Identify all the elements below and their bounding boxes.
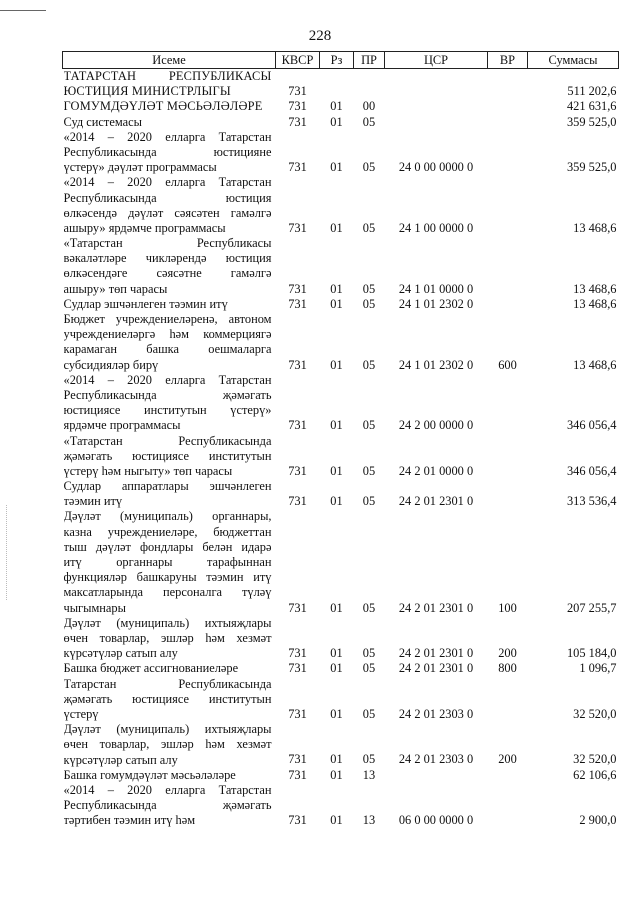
row-rz: 01	[330, 600, 343, 615]
row-name-line: функцияләр башкаруны тәэмин итү	[63, 570, 272, 585]
row-name	[63, 509, 276, 615]
table-row	[63, 373, 619, 434]
row-rz: 01	[330, 661, 343, 676]
row-name	[63, 783, 276, 829]
row-vr: 600	[498, 357, 517, 372]
budget-table	[62, 51, 619, 828]
row-name-line: Республикасында җәмәгать	[63, 798, 272, 813]
row-name-line: ГОМУМДӘҮЛӘТ МӘСЬӘЛӘЛӘРЕ	[63, 99, 263, 114]
row-name-line: ЮСТИЦИЯ МИНИСТРЛЫГЫ	[63, 84, 231, 99]
row-sum: 346 056,4	[566, 463, 617, 478]
row-pr: 13	[362, 813, 376, 828]
row-name-line: өлкәсендә дәүләт сәясәтен гамәлгә	[63, 205, 272, 220]
row-sum: 511 202,6	[567, 84, 617, 99]
row-sum: 346 056,4	[566, 418, 617, 433]
header-vr: ВР	[488, 52, 528, 69]
row-name-line: тәртибен тәэмин итү һәм	[63, 813, 196, 828]
row-name-line: Республикасында юстиция	[63, 190, 272, 205]
row-rz: 01	[330, 646, 343, 661]
row-name-line: ТАТАРСТАН РЕСПУБЛИКАСЫ	[63, 69, 272, 83]
row-rz: 01	[330, 281, 343, 296]
row-csr	[385, 99, 488, 114]
row-csr	[385, 768, 488, 783]
row-name-line: тыш дәүләт фондлары белән идарә	[63, 539, 272, 554]
row-sum: 207 255,7	[566, 600, 617, 615]
row-pr: 05	[362, 463, 376, 478]
row-name-line: ярдәмче программасы	[63, 418, 181, 433]
row-pr: 05	[362, 418, 376, 433]
row-name-line: карамаган башка оешмаларга	[63, 342, 272, 357]
row-name	[63, 434, 276, 480]
row-sum: 359 525,0	[566, 160, 617, 175]
row-vr	[488, 297, 528, 312]
row-name-line: казна учреждениеләре, бюджеттан	[63, 524, 272, 539]
row-rz	[320, 69, 354, 100]
row-name-line: Республикасында җәмәгать	[63, 387, 272, 402]
row-vr	[488, 69, 528, 100]
row-kbsr: 731	[288, 281, 307, 296]
row-name-line: итү органнары тарафыннан	[63, 555, 272, 570]
row-name-line: «2014 – 2020 елларга Татарстан	[63, 782, 272, 797]
row-csr: 24 2 01 0000 0	[398, 463, 474, 478]
row-name-line: Татарстан Республикасында	[63, 676, 272, 691]
row-csr	[385, 69, 488, 100]
row-vr	[488, 236, 528, 297]
row-rz: 01	[330, 160, 343, 175]
header-sum: Суммасы	[528, 52, 619, 69]
row-name	[63, 130, 276, 176]
table-row	[63, 297, 619, 312]
row-csr: 24 2 00 0000 0	[398, 418, 474, 433]
row-name-line: Дәүләт (муниципаль) ихтыяҗлары	[63, 615, 272, 630]
row-csr: 24 1 01 0000 0	[398, 281, 474, 296]
row-vr	[488, 373, 528, 434]
row-pr: 05	[362, 494, 376, 509]
row-vr	[488, 99, 528, 114]
row-rz: 01	[330, 767, 343, 782]
row-name-line: өчен товарлар, эшләр һәм хезмәт	[63, 630, 272, 645]
row-name-line: Дәүләт (муниципаль) ихтыяҗлары	[63, 722, 272, 737]
table-row	[63, 616, 619, 662]
table-row	[63, 661, 619, 676]
row-kbsr: 731	[288, 706, 307, 721]
row-name	[63, 99, 276, 114]
row-csr: 24 2 01 2301 0	[398, 494, 474, 509]
row-sum: 62 106,6	[573, 767, 617, 782]
row-vr: 800	[498, 661, 517, 676]
row-name	[63, 722, 276, 768]
row-sum: 421 631,6	[566, 99, 617, 114]
row-kbsr: 731	[288, 220, 307, 235]
header-pr: ПР	[354, 52, 385, 69]
row-name-line: өчен товарлар, эшләр һәм хезмәт	[63, 737, 272, 752]
row-vr	[488, 783, 528, 829]
row-pr: 13	[362, 767, 376, 782]
row-name	[63, 236, 276, 297]
row-csr: 24 2 01 2301 0	[398, 646, 474, 661]
row-name-line: үстерү» дәүләт программасы	[63, 160, 217, 175]
row-kbsr: 731	[288, 600, 307, 615]
row-vr	[488, 479, 528, 509]
row-name-line: үстерү һәм ныгыту» төп чарасы	[63, 463, 233, 478]
table-row	[63, 99, 619, 114]
row-csr: 24 1 01 2302 0	[398, 357, 474, 372]
row-name-line: субсидияләр бирү	[63, 357, 159, 372]
row-sum: 313 536,4	[566, 494, 617, 509]
row-csr: 06 0 00 0000 0	[398, 813, 474, 828]
row-rz: 01	[330, 813, 343, 828]
table-row	[63, 236, 619, 297]
row-kbsr: 731	[288, 767, 307, 782]
row-name-line: максатларында персоналга түләү	[63, 585, 272, 600]
row-pr: 05	[362, 160, 376, 175]
row-pr: 00	[362, 99, 376, 114]
header-rz: Рз	[320, 52, 354, 69]
row-name-line: өлкәсендәге сәясәтне гамәлгә	[63, 266, 272, 281]
row-rz: 01	[330, 114, 343, 129]
row-name-line: Башка гомумдәүләт мәсьәләләре	[63, 767, 236, 782]
row-name-line: ашыру» төп чарасы	[63, 281, 168, 296]
row-kbsr: 731	[288, 494, 307, 509]
table-row	[63, 175, 619, 236]
row-name-line: күрсәтүләр сатып алу	[63, 752, 178, 767]
row-name-line: Судлар аппаратлары эшчәнлеген	[63, 479, 272, 494]
table-row	[63, 509, 619, 615]
row-vr: 200	[498, 752, 517, 767]
row-name-line: «Татарстан Республикасында	[63, 433, 272, 448]
row-rz: 01	[330, 220, 343, 235]
row-vr	[488, 115, 528, 130]
table-row	[63, 677, 619, 723]
row-kbsr: 731	[288, 813, 307, 828]
row-name-line: юстициясе институтын үстерү»	[63, 403, 272, 418]
row-rz: 01	[330, 357, 343, 372]
row-pr: 05	[362, 600, 376, 615]
row-name-line: «Татарстан Республикасы	[63, 236, 272, 251]
row-name-line: Бюджет учреждениеләренә, автоном	[63, 312, 272, 327]
row-name	[63, 297, 276, 312]
row-kbsr: 731	[288, 357, 307, 372]
row-sum: 13 468,6	[573, 220, 617, 235]
row-sum: 1 096,7	[579, 661, 617, 676]
table-row	[63, 312, 619, 373]
row-name-line: Республикасында юстицияне	[63, 144, 272, 159]
header-name: Исеме	[63, 52, 276, 69]
row-name	[63, 616, 276, 662]
table-row	[63, 722, 619, 768]
table-row	[63, 130, 619, 176]
page-number: 228	[308, 28, 332, 44]
row-rz: 01	[330, 418, 343, 433]
row-name	[63, 677, 276, 723]
row-name-line: җәмәгать юстициясе институтын	[63, 691, 272, 706]
row-name	[63, 69, 276, 100]
row-name-line: тәэмин итү	[63, 494, 123, 509]
row-name-line: җәмәгать юстициясе институтын	[63, 448, 272, 463]
row-name	[63, 479, 276, 509]
row-pr: 05	[362, 752, 376, 767]
row-name	[63, 312, 276, 373]
table-header-row	[63, 52, 619, 69]
scan-margin-marks	[6, 505, 9, 600]
row-name-line: Суд системасы	[63, 114, 142, 129]
row-kbsr: 731	[288, 84, 307, 99]
row-csr: 24 2 01 2301 0	[398, 600, 474, 615]
row-name	[63, 175, 276, 236]
row-pr: 05	[362, 114, 376, 129]
row-name-line: Дәүләт (муниципаль) органнары,	[63, 509, 272, 524]
row-rz: 01	[330, 99, 343, 114]
row-name-line: «2014 – 2020 елларга Татарстан	[63, 175, 272, 190]
row-kbsr: 731	[288, 114, 307, 129]
scan-edge-line	[0, 10, 46, 11]
table-row	[63, 479, 619, 509]
row-pr: 05	[362, 661, 376, 676]
row-rz: 01	[330, 706, 343, 721]
row-sum: 2 900,0	[579, 813, 617, 828]
row-kbsr: 731	[288, 418, 307, 433]
row-rz: 01	[330, 463, 343, 478]
table-row	[63, 69, 619, 100]
row-sum: 32 520,0	[573, 706, 617, 721]
row-pr: 05	[362, 296, 376, 311]
row-vr	[488, 768, 528, 783]
row-csr: 24 1 00 0000 0	[398, 220, 474, 235]
row-pr: 05	[362, 281, 376, 296]
table-body	[63, 69, 619, 829]
table-row	[63, 434, 619, 480]
row-csr	[385, 115, 488, 130]
row-name	[63, 373, 276, 434]
row-name-line: «2014 – 2020 елларга Татарстан	[63, 129, 272, 144]
row-vr	[488, 434, 528, 480]
row-vr	[488, 130, 528, 176]
row-csr: 24 2 01 2301 0	[398, 661, 474, 676]
row-name	[63, 661, 276, 676]
row-csr: 24 0 00 0000 0	[398, 160, 474, 175]
row-csr: 24 2 01 2303 0	[398, 752, 474, 767]
row-name-line: вәкаләтләре чикләрендә юстиция	[63, 251, 272, 266]
row-vr: 100	[498, 600, 517, 615]
row-name	[63, 768, 276, 783]
row-name-line: учреждениеләргә һәм коммерциягә	[63, 327, 272, 342]
table-row	[63, 115, 619, 130]
row-name-line: үстерү	[63, 706, 99, 721]
row-sum: 13 468,6	[573, 281, 617, 296]
row-vr	[488, 677, 528, 723]
row-rz: 01	[330, 494, 343, 509]
row-vr	[488, 175, 528, 236]
row-csr: 24 1 01 2302 0	[398, 296, 474, 311]
row-pr: 05	[362, 706, 376, 721]
row-kbsr: 731	[288, 296, 307, 311]
row-kbsr: 731	[288, 752, 307, 767]
row-sum: 105 184,0	[566, 646, 617, 661]
row-kbsr: 731	[288, 160, 307, 175]
row-kbsr: 731	[288, 661, 307, 676]
row-name	[63, 115, 276, 130]
row-kbsr: 731	[288, 646, 307, 661]
row-pr: 05	[362, 646, 376, 661]
row-pr: 05	[362, 357, 376, 372]
row-name-line: Башка бюджет ассигнованиеләре	[63, 661, 239, 676]
row-name-line: күрсәтүләр сатып алу	[63, 646, 178, 661]
header-kbsr: КВСР	[276, 52, 320, 69]
row-csr: 24 2 01 2303 0	[398, 706, 474, 721]
row-name-line: «2014 – 2020 елларга Татарстан	[63, 372, 272, 387]
table-row	[63, 768, 619, 783]
row-sum: 13 468,6	[573, 296, 617, 311]
row-name-line: чыгымнары	[63, 600, 126, 615]
row-vr: 200	[498, 646, 517, 661]
row-kbsr: 731	[288, 99, 307, 114]
row-pr	[354, 69, 385, 100]
row-rz: 01	[330, 296, 343, 311]
row-pr: 05	[362, 220, 376, 235]
budget-table-sheet	[62, 51, 618, 828]
row-name-line: Судлар эшчәнлеген тәэмин итү	[63, 296, 228, 311]
row-rz: 01	[330, 752, 343, 767]
row-kbsr: 731	[288, 463, 307, 478]
row-sum: 32 520,0	[573, 752, 617, 767]
table-row	[63, 783, 619, 829]
row-sum: 359 525,0	[566, 114, 617, 129]
header-csr: ЦСР	[385, 52, 488, 69]
row-name-line: ашыру» ярдәмче программасы	[63, 220, 226, 235]
row-sum: 13 468,6	[573, 357, 617, 372]
